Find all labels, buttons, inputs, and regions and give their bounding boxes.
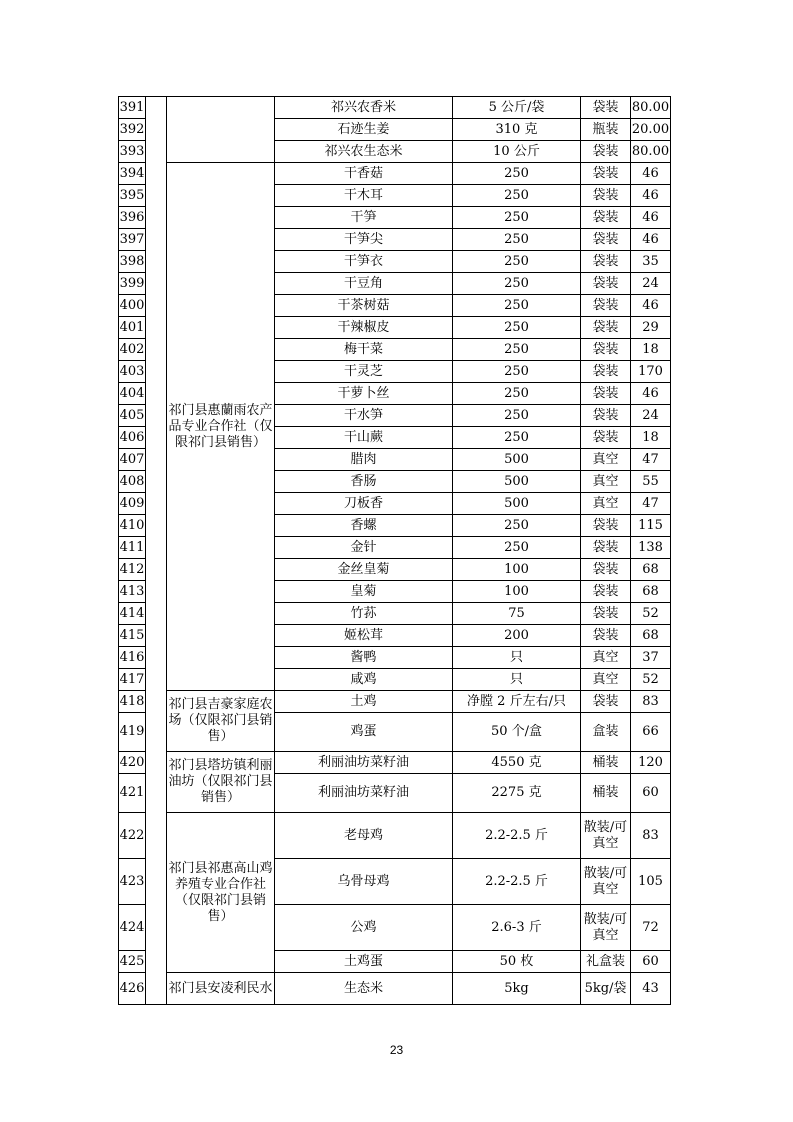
package-type: 袋装: [581, 603, 631, 625]
row-number: 391: [119, 97, 146, 119]
product-spec: 50 枚: [453, 951, 581, 973]
table-row: [119, 691, 671, 713]
row-number: 424: [119, 905, 146, 951]
product-spec: 100: [453, 581, 581, 603]
price: 37: [631, 647, 671, 669]
product-spec: 500: [453, 493, 581, 515]
product-spec: 2.2-2.5 斤: [453, 813, 581, 859]
product-name: 酱鸭: [275, 647, 453, 669]
product-name: 咸鸡: [275, 669, 453, 691]
product-spec: 250: [453, 405, 581, 427]
package-type: 袋装: [581, 361, 631, 383]
price: 55: [631, 471, 671, 493]
price: 105: [631, 859, 671, 905]
package-type: 袋装: [581, 405, 631, 427]
row-number: 401: [119, 317, 146, 339]
price: 80.00: [631, 97, 671, 119]
package-type: 袋装: [581, 163, 631, 185]
price: 18: [631, 339, 671, 361]
package-type: 瓶装: [581, 119, 631, 141]
product-spec: 2.2-2.5 斤: [453, 859, 581, 905]
row-number: 395: [119, 185, 146, 207]
package-type: 散装/可真空: [581, 905, 631, 951]
product-spec: 250: [453, 273, 581, 295]
price: 170: [631, 361, 671, 383]
package-type: 袋装: [581, 317, 631, 339]
row-number: 423: [119, 859, 146, 905]
price: 83: [631, 813, 671, 859]
package-type: 5kg/袋: [581, 973, 631, 1005]
product-spec: 5kg: [453, 973, 581, 1005]
product-spec: 100: [453, 559, 581, 581]
package-type: 袋装: [581, 273, 631, 295]
product-name: 梅干菜: [275, 339, 453, 361]
row-number: 418: [119, 691, 146, 713]
package-type: 真空: [581, 449, 631, 471]
package-type: 袋装: [581, 141, 631, 163]
product-spec: 2275 克: [453, 774, 581, 813]
merchant-cell: 祁门县塔坊镇利丽油坊（仅限祁门县销售）: [167, 752, 275, 813]
table-row: [119, 97, 671, 119]
product-spec: 250: [453, 163, 581, 185]
price: 80.00: [631, 141, 671, 163]
table-row: [119, 163, 671, 185]
row-number: 405: [119, 405, 146, 427]
product-name: 老母鸡: [275, 813, 453, 859]
row-number: 407: [119, 449, 146, 471]
product-name: 祁兴农生态米: [275, 141, 453, 163]
package-type: 袋装: [581, 251, 631, 273]
package-type: 袋装: [581, 691, 631, 713]
price: 52: [631, 603, 671, 625]
row-number: 417: [119, 669, 146, 691]
product-spec: 只: [453, 669, 581, 691]
price: 46: [631, 383, 671, 405]
row-number: 413: [119, 581, 146, 603]
package-type: 真空: [581, 471, 631, 493]
product-name: 鸡蛋: [275, 713, 453, 752]
price: 24: [631, 405, 671, 427]
product-name: 金针: [275, 537, 453, 559]
product-spec: 250: [453, 427, 581, 449]
row-number: 425: [119, 951, 146, 973]
package-type: 袋装: [581, 185, 631, 207]
price: 60: [631, 774, 671, 813]
row-number: 412: [119, 559, 146, 581]
price: 120: [631, 752, 671, 774]
row-number: 396: [119, 207, 146, 229]
package-type: 袋装: [581, 427, 631, 449]
price: 83: [631, 691, 671, 713]
product-name: 干山蕨: [275, 427, 453, 449]
price: 47: [631, 493, 671, 515]
price: 66: [631, 713, 671, 752]
product-name: 干茶树菇: [275, 295, 453, 317]
package-type: 袋装: [581, 229, 631, 251]
product-name: 祁兴农香米: [275, 97, 453, 119]
product-spec: 310 克: [453, 119, 581, 141]
row-number: 397: [119, 229, 146, 251]
package-type: 袋装: [581, 559, 631, 581]
product-name: 刀板香: [275, 493, 453, 515]
product-spec: 250: [453, 295, 581, 317]
price: 46: [631, 207, 671, 229]
page-number: 23: [389, 1043, 404, 1057]
product-name: 香肠: [275, 471, 453, 493]
package-type: 袋装: [581, 515, 631, 537]
table-row: [119, 973, 671, 1005]
product-spec: 净膛 2 斤左右/只: [453, 691, 581, 713]
product-name: 公鸡: [275, 905, 453, 951]
product-table: [118, 96, 671, 1005]
price: 52: [631, 669, 671, 691]
row-number: 421: [119, 774, 146, 813]
merchant-cell: 祁门县吉豪家庭农场（仅限祁门县销售）: [167, 691, 275, 752]
price: 138: [631, 537, 671, 559]
product-name: 干灵芝: [275, 361, 453, 383]
product-name: 利丽油坊菜籽油: [275, 752, 453, 774]
product-spec: 250: [453, 317, 581, 339]
table-row: [119, 752, 671, 774]
product-name: 干辣椒皮: [275, 317, 453, 339]
price: 68: [631, 625, 671, 647]
product-spec: 5 公斤/袋: [453, 97, 581, 119]
product-name: 利丽油坊菜籽油: [275, 774, 453, 813]
product-name: 金丝皇菊: [275, 559, 453, 581]
row-number: 409: [119, 493, 146, 515]
row-number: 406: [119, 427, 146, 449]
product-spec: 250: [453, 361, 581, 383]
row-number: 404: [119, 383, 146, 405]
row-number: 420: [119, 752, 146, 774]
price: 46: [631, 185, 671, 207]
row-number: 414: [119, 603, 146, 625]
package-type: 真空: [581, 647, 631, 669]
product-name: 土鸡蛋: [275, 951, 453, 973]
row-number: 408: [119, 471, 146, 493]
product-name: 生态米: [275, 973, 453, 1005]
row-number: 392: [119, 119, 146, 141]
package-type: 真空: [581, 669, 631, 691]
package-type: 散装/可真空: [581, 859, 631, 905]
product-name: 干豆角: [275, 273, 453, 295]
price: 18: [631, 427, 671, 449]
product-name: 干水笋: [275, 405, 453, 427]
product-name: 干香菇: [275, 163, 453, 185]
price: 24: [631, 273, 671, 295]
package-type: 袋装: [581, 625, 631, 647]
merchant-cell: 祁门县祁惠高山鸡养殖专业合作社（仅限祁门县销售）: [167, 813, 275, 973]
price: 46: [631, 295, 671, 317]
price: 46: [631, 163, 671, 185]
product-name: 姬松茸: [275, 625, 453, 647]
package-type: 袋装: [581, 339, 631, 361]
row-number: 393: [119, 141, 146, 163]
product-name: 腊肉: [275, 449, 453, 471]
product-spec: 10 公斤: [453, 141, 581, 163]
product-spec: 250: [453, 383, 581, 405]
package-type: 袋装: [581, 537, 631, 559]
product-name: 干笋尖: [275, 229, 453, 251]
price: 46: [631, 229, 671, 251]
price: 72: [631, 905, 671, 951]
product-name: 土鸡: [275, 691, 453, 713]
product-name: 皇菊: [275, 581, 453, 603]
row-number: 410: [119, 515, 146, 537]
product-name: 干笋衣: [275, 251, 453, 273]
product-name: 石迹生姜: [275, 119, 453, 141]
product-spec: 4550 克: [453, 752, 581, 774]
product-spec: 250: [453, 339, 581, 361]
product-spec: 500: [453, 449, 581, 471]
row-number: 403: [119, 361, 146, 383]
price: 68: [631, 559, 671, 581]
merchant-cell: [167, 97, 275, 163]
merchant-cell: 祁门县安凌利民水: [167, 973, 275, 1005]
product-spec: 2.6-3 斤: [453, 905, 581, 951]
product-spec: 200: [453, 625, 581, 647]
product-name: 干萝卜丝: [275, 383, 453, 405]
row-number: 416: [119, 647, 146, 669]
package-type: 袋装: [581, 581, 631, 603]
product-spec: 只: [453, 647, 581, 669]
row-number: 400: [119, 295, 146, 317]
price: 29: [631, 317, 671, 339]
package-type: 袋装: [581, 97, 631, 119]
row-number: 422: [119, 813, 146, 859]
row-number: 394: [119, 163, 146, 185]
product-spec: 500: [453, 471, 581, 493]
product-spec: 250: [453, 229, 581, 251]
row-number: 419: [119, 713, 146, 752]
row-number: 402: [119, 339, 146, 361]
product-spec: 50 个/盒: [453, 713, 581, 752]
row-number: 426: [119, 973, 146, 1005]
product-name: 竹荪: [275, 603, 453, 625]
product-spec: 75: [453, 603, 581, 625]
row-number: 415: [119, 625, 146, 647]
package-type: 袋装: [581, 207, 631, 229]
package-type: 散装/可真空: [581, 813, 631, 859]
merchant-cell: 祁门县惠蘭雨农产品专业合作社（仅限祁门县销售）: [167, 163, 275, 691]
package-type: 袋装: [581, 295, 631, 317]
package-type: 桶装: [581, 752, 631, 774]
row-number: 399: [119, 273, 146, 295]
product-spec: 250: [453, 537, 581, 559]
price: 68: [631, 581, 671, 603]
price: 47: [631, 449, 671, 471]
package-type: 真空: [581, 493, 631, 515]
row-number: 398: [119, 251, 146, 273]
product-spec: 250: [453, 251, 581, 273]
price: 60: [631, 951, 671, 973]
price: 20.00: [631, 119, 671, 141]
row-number: 411: [119, 537, 146, 559]
package-type: 礼盒装: [581, 951, 631, 973]
product-spec: 250: [453, 185, 581, 207]
product-spec: 250: [453, 207, 581, 229]
blank-cell: [146, 97, 167, 1005]
price: 35: [631, 251, 671, 273]
product-name: 乌骨母鸡: [275, 859, 453, 905]
package-type: 桶装: [581, 774, 631, 813]
product-name: 干笋: [275, 207, 453, 229]
price: 115: [631, 515, 671, 537]
package-type: 盒装: [581, 713, 631, 752]
table-row: [119, 813, 671, 859]
product-name: 干木耳: [275, 185, 453, 207]
product-spec: 250: [453, 515, 581, 537]
product-name: 香螺: [275, 515, 453, 537]
price: 43: [631, 973, 671, 1005]
package-type: 袋装: [581, 383, 631, 405]
